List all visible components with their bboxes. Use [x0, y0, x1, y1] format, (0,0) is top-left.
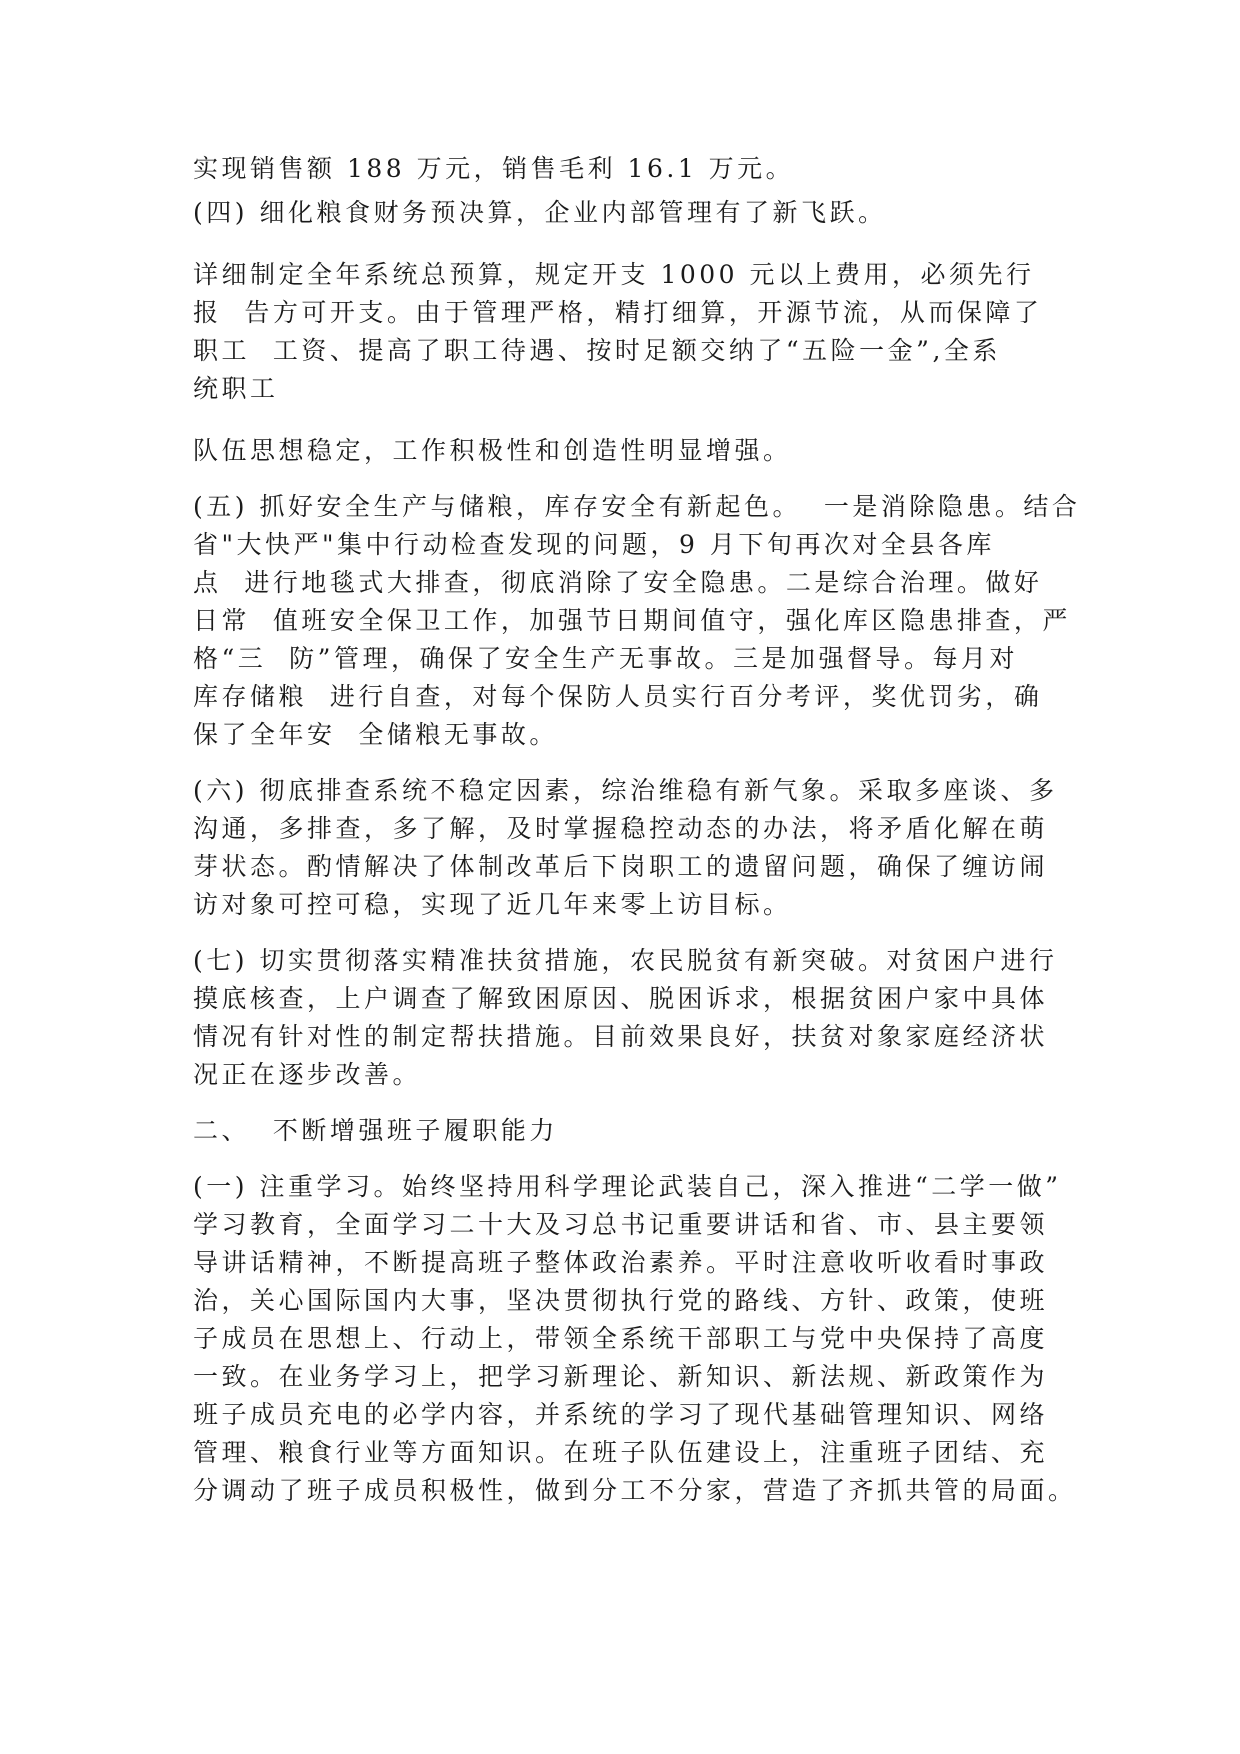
text-line: 沟通，多排查，多了解，及时掌握稳控动态的办法，将矛盾化解在萌: [193, 814, 1049, 843]
text-line: 点 进行地毯式大排查，彻底消除了安全隐患。二是综合治理。做好: [193, 568, 1043, 597]
text-line: 日常 值班安全保卫工作，加强节日期间值守，强化库区隐患排查，严: [193, 606, 1071, 635]
text-line: 摸底核查，上户调查了解致困原因、脱困诉求，根据贫困户家中具体: [193, 984, 1049, 1013]
text-line: 访对象可控可稳，实现了近几年来零上访目标。: [193, 890, 792, 919]
text-line: 库存储粮 进行自查，对每个保防人员实行百分考评，奖优罚劣，确: [193, 682, 1043, 711]
text-line: 情况有针对性的制定帮扶措施。目前效果良好，扶贫对象家庭经济状: [193, 1022, 1049, 1051]
text-line: 详细制定全年系统总预算，规定开支 1000 元以上费用，必须先行: [193, 260, 1035, 289]
text-line: 分调动了班子成员积极性，做到分工不分家，营造了齐抓共管的局面。: [193, 1476, 1077, 1505]
text-line: 队伍思想稳定，工作积极性和创造性明显增强。: [193, 436, 792, 465]
text-line: 子成员在思想上、行动上，带领全系统干部职工与党中央保持了高度: [193, 1324, 1049, 1353]
text-line: 况正在逐步改善。: [193, 1060, 422, 1089]
chapter-heading: 二、 不断增强班子履职能力: [193, 1116, 558, 1145]
section-heading: (五) 抓好安全生产与储粮，库存安全有新起色。 一是消除隐患。结合: [193, 492, 1081, 521]
text-line: 格“三 防”管理，确保了安全生产无事故。三是加强督导。每月对: [193, 644, 1018, 673]
text-line: 省"大快严"集中行动检查发现的问题，9 月下旬再次对全县各库: [193, 530, 995, 559]
document-page: [193, 150, 1081, 1510]
text-line: 一致。在业务学习上，把学习新理论、新知识、新法规、新政策作为: [193, 1362, 1049, 1391]
text-line: 职工 工资、提高了职工待遇、按时足额交纳了“五险一金”,全系: [193, 336, 1001, 365]
section-heading: (七) 切实贯彻落实精准扶贫措施，农民脱贫有新突破。对贫困户进行: [193, 946, 1058, 975]
text-line: 统职工: [193, 374, 279, 403]
text-line: 保了全年安 全储粮无事故。: [193, 720, 558, 749]
text-line: 学习教育，全面学习二十大及习总书记重要讲话和省、市、县主要领: [193, 1210, 1049, 1239]
text-line: 芽状态。酌情解决了体制改革后下岗职工的遗留问题，确保了缠访闹: [193, 852, 1049, 881]
text-line: 管理、粮食行业等方面知识。在班子队伍建设上，注重班子团结、充: [193, 1438, 1049, 1467]
text-line: 导讲话精神，不断提高班子整体政治素养。平时注意收听收看时事政: [193, 1248, 1049, 1277]
section-heading: (一) 注重学习。始终坚持用科学理论武装自己，深入推进“二学一做”: [193, 1172, 1062, 1201]
text-line: 实现销售额 188 万元，销售毛利 16.1 万元。: [193, 154, 795, 183]
section-heading: (六) 彻底排查系统不稳定因素，综治维稳有新气象。采取多座谈、多: [193, 776, 1058, 805]
text-line: 治，关心国际国内大事，坚决贯彻执行党的路线、方针、政策，使班: [193, 1286, 1049, 1315]
section-heading: (四) 细化粮食财务预决算，企业内部管理有了新飞跃。: [193, 198, 887, 227]
text-line: 班子成员充电的必学内容，并系统的学习了现代基础管理知识、网络: [193, 1400, 1049, 1429]
text-line: 报 告方可开支。由于管理严格，精打细算，开源节流，从而保障了: [193, 298, 1043, 327]
